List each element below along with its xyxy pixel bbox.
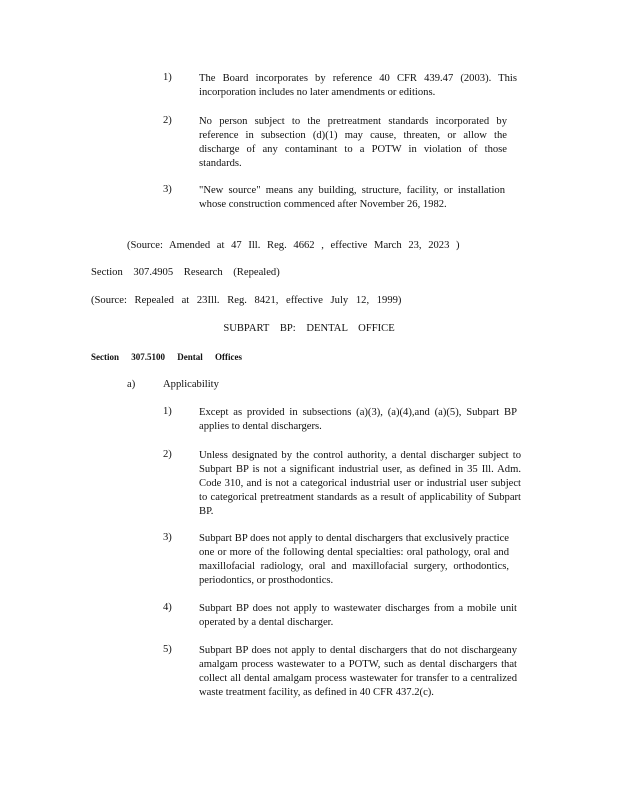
source-note: (Source: Repealed at 23Ill. Reg. 8421, effective July 12, 1999) xyxy=(91,295,402,306)
item-text: Unless designated by the control authority, a dental discharger subject to Subpart BP is not a significant industrial user, as defined in 35 Ill. Adm. Code 310, and is not a categorical industrial user or industrial user subject to categorical pretreatment standards as a result of applicability of Subpart BP. xyxy=(199,450,521,517)
subpart-heading: SUBPART BP: DENTAL OFFICE xyxy=(223,323,395,334)
item-number: 3) xyxy=(163,532,172,543)
section-heading: Section 307.5100 Dental Offices xyxy=(91,352,242,362)
item-number: 1) xyxy=(163,72,172,83)
item-text: Subpart BP does not apply to dental dischargers that exclusively practice one or more of the following dental specialties: oral pathology, oral and maxillofacial radiology, oral and maxillofacial surgery, orthodontics, periodontics, or prosthodontics. xyxy=(199,533,509,586)
source-note: (Source: Amended at 47 Ill. Reg. 4662 , effective March 23, 2023 ) xyxy=(127,240,460,251)
subsection-label: a) xyxy=(127,379,136,390)
item-text: Subpart BP does not apply to wastewater discharges from a mobile unit operated by a dental discharger. xyxy=(199,603,517,628)
item-number: 2) xyxy=(163,449,172,460)
item-text: Except as provided in subsections (a)(3), (a)(4),and (a)(5), Subpart BP applies to dental dischargers. xyxy=(199,407,517,432)
item-number: 2) xyxy=(163,115,172,126)
item-text: No person subject to the pretreatment standards incorporated by reference in subsection (d)(1) may cause, threaten, or allow the discharge of any contaminant to a POTW in violation of those standards. xyxy=(199,116,507,169)
item-number: 4) xyxy=(163,602,172,613)
item-text: Subpart BP does not apply to dental dischargers that do not dischargeany amalgam process wastewater to a POTW, such as dental dischargers that collect all dental amalgam process wastewater for transfer to a centralized waste treatment facility, as defined in 40 CFR 437.2(c). xyxy=(199,645,517,698)
item-number: 1) xyxy=(163,406,172,417)
section-heading: Section 307.4905 Research (Repealed) xyxy=(91,267,280,278)
item-number: 3) xyxy=(163,184,172,195)
item-number: 5) xyxy=(163,644,172,655)
item-text: The Board incorporates by reference 40 CFR 439.47 (2003). This incorporation includes no later amendments or editions. xyxy=(199,73,517,98)
subsection-title: Applicability xyxy=(163,379,219,390)
item-text: "New source" means any building, structure, facility, or installation whose construction commenced after November 26, 1982. xyxy=(199,185,505,210)
